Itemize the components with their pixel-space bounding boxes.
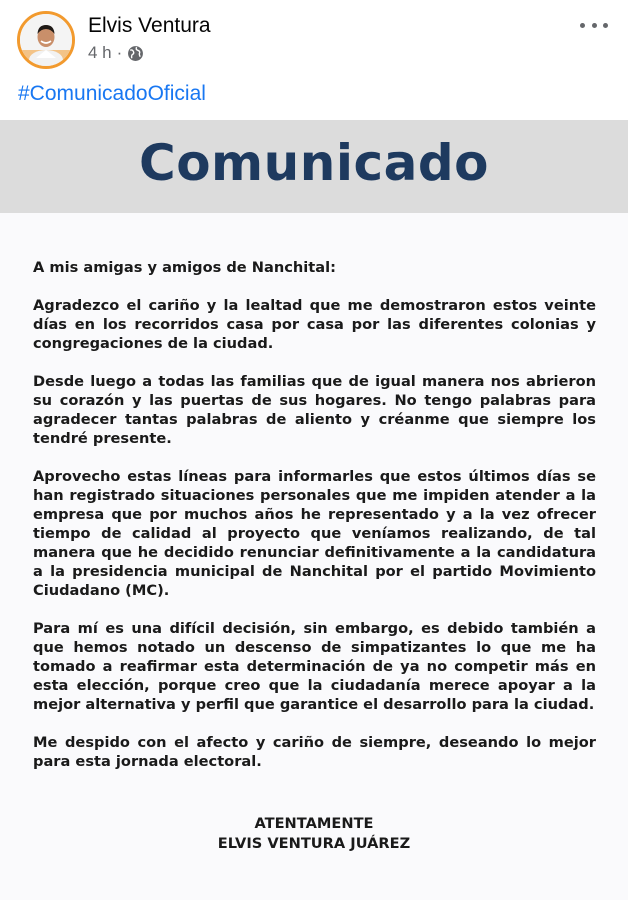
more-horizontal-icon-dot — [603, 23, 608, 28]
post-time[interactable]: 4 h — [88, 43, 112, 62]
more-horizontal-icon-dot — [580, 23, 585, 28]
paragraph: Aprovecho estas líneas para informarles que estos últimos días se han registrado situaciones personales que me impiden atender a la empresa que por muchos años he representado y a la vez ofrecer tiempo de calidad al proyecto que veníamos realizando, de tal manera que he decidido renunciar definitivamente a la candidatura a la presidencia municipal de Nanchital por el partido Movimiento Ciudadano (MC). — [33, 468, 596, 599]
document-body — [33, 258, 596, 790]
meta-separator: · — [116, 43, 123, 62]
document-title: Comunicado — [139, 134, 489, 192]
paragraph: Me despido con el afecto y cariño de siempre, deseando lo mejor para esta jornada electoral. — [33, 734, 596, 770]
paragraph: Desde luego a todas las familias que de igual manera nos abrieron su corazón y las puertas de sus hogares. No tengo palabras para agradecer tantas palabras de aliento y créanme que siempre los tendré presente. — [33, 373, 596, 447]
post-meta — [88, 43, 144, 63]
paragraph: Para mí es una difícil decisión, sin embargo, es debido también a que hemos notado un descenso de simpatizantes lo que me ha tomado a reafirmar esta determinación de ya no competir más en esta elección, porque creo que la ciudadanía merece apoyar a la mejor alternativa y perfil que garantice el desarrollo para la ciudad. — [33, 620, 596, 713]
avatar[interactable] — [17, 11, 75, 69]
paragraph: Agradezco el cariño y la lealtad que me demostraron estos veinte días en los recorridos casa por casa por las diferentes colonias y congregaciones de la ciudad. — [33, 297, 596, 352]
signature-block — [0, 814, 628, 854]
communique-image[interactable] — [0, 120, 628, 900]
closing: ATENTAMENTE — [254, 815, 374, 832]
more-horizontal-icon-dot — [592, 23, 597, 28]
globe-icon[interactable] — [127, 45, 144, 62]
hashtag-link[interactable]: #ComunicadoOficial — [18, 82, 206, 105]
more-options-button[interactable] — [580, 18, 608, 32]
signature-name: ELVIS VENTURA JUÁREZ — [217, 835, 411, 852]
greeting: A mis amigas y amigos de Nanchital: — [33, 259, 336, 276]
title-banner — [0, 120, 628, 213]
author-name[interactable]: Elvis Ventura — [88, 14, 211, 37]
post-header — [0, 0, 628, 80]
profile-photo — [20, 14, 72, 66]
